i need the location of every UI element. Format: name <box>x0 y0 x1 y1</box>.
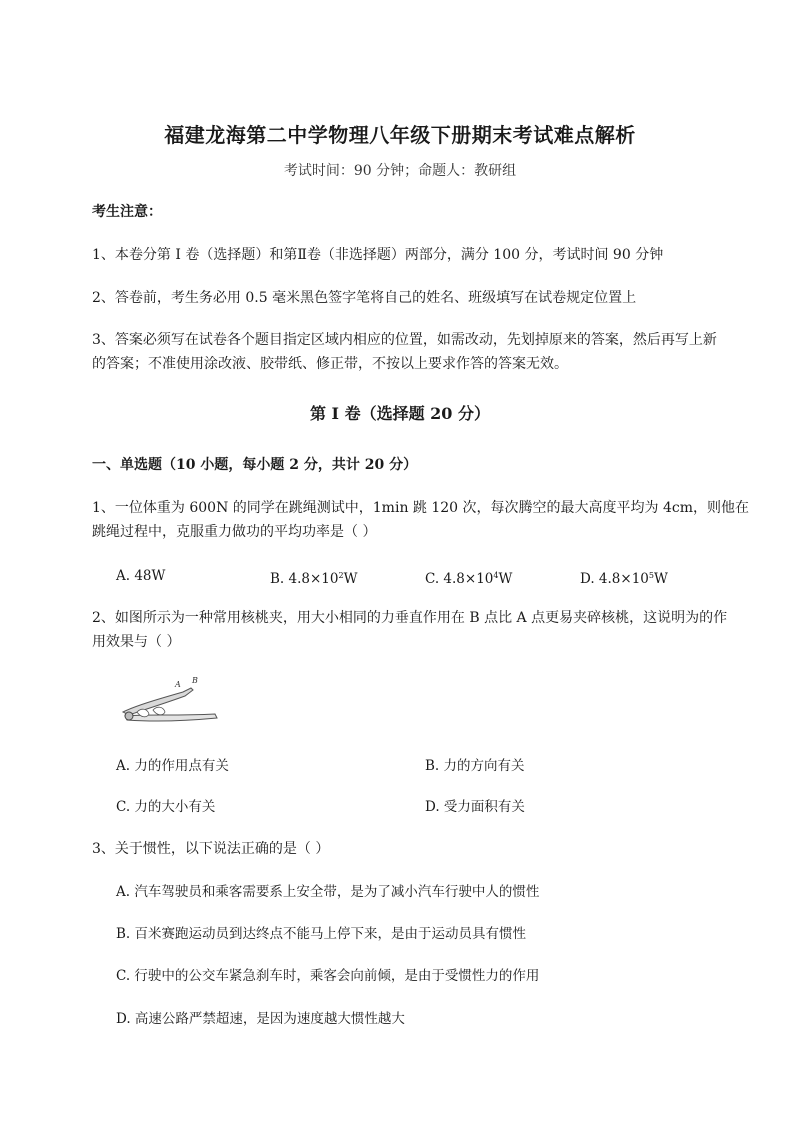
exponent: 4 <box>493 571 499 580</box>
nutcracker-figure <box>115 672 220 732</box>
option-unit: W <box>498 571 513 587</box>
question-1-option-c[interactable] <box>425 564 512 591</box>
question-3-option-d[interactable]: D. 高速公路严禁超速，是因为速度越大惯性越大 <box>116 1011 405 1027</box>
question-3-option-b[interactable]: B. 百米赛跑运动员到达终点不能马上停下来，是由于运动员具有惯性 <box>116 926 527 942</box>
notice-item-2: 2、答卷前，考生务必用 0.5 毫米黑色签字笔将自己的姓名、班级填写在试卷规定位置上 <box>92 290 637 306</box>
notice-item-3-cont: 的答案；不准使用涂改液、胶带纸、修正带，不按以上要求作答的答案无效。 <box>92 356 568 372</box>
question-2-option-c[interactable]: C. 力的大小有关 <box>116 799 216 815</box>
question-1-option-b[interactable] <box>270 564 357 591</box>
question-1-option-a[interactable] <box>116 564 165 588</box>
question-2-option-a[interactable]: A. 力的作用点有关 <box>116 758 229 774</box>
question-2-option-d[interactable]: D. 受力面积有关 <box>425 799 525 815</box>
notice-item-3: 3、答案必须写在试卷各个题目指定区域内相应的位置，如需改动，先划掉原来的答案，然后再写上新 <box>92 332 717 348</box>
question-1-stem: 1、一位体重为 600N 的同学在跳绳测试中，1min 跳 120 次，每次腾空的最大高度平均为 4cm，则他在 <box>92 500 749 516</box>
option-text: A. 48W <box>116 568 166 584</box>
nutcracker-illustration <box>115 672 220 732</box>
exam-info: 考试时间：90 分钟；命题人：教研组 <box>283 163 517 179</box>
exponent: 2 <box>338 571 344 580</box>
notice-item-1: 1、本卷分第 I 卷（选择题）和第Ⅱ卷（非选择题）两部分，满分 100 分，考试时间 90 分钟 <box>92 247 664 263</box>
notice-heading: 考生注意： <box>92 204 162 220</box>
section-title: 第 I 卷（选择题 20 分） <box>309 404 491 423</box>
question-3-option-c[interactable]: C. 行驶中的公交车紧急刹车时，乘客会向前倾，是由于受惯性力的作用 <box>116 968 540 984</box>
option-text: C. 4.8×10 <box>425 571 494 587</box>
question-2-stem-cont: 用效果与（ ） <box>92 634 181 650</box>
question-3-option-a[interactable]: A. 汽车驾驶员和乘客需要系上安全带，是为了减小汽车行驶中人的惯性 <box>116 884 540 900</box>
exponent: 5 <box>648 571 654 580</box>
option-unit: W <box>653 571 668 587</box>
question-2-stem: 2、如图所示为一种常用核桃夹，用大小相同的力垂直作用在 B 点比 A 点更易夹碎核桃，这说明为的作 <box>92 610 728 626</box>
part-heading: 一、单选题（10 小题，每小题 2 分，共计 20 分） <box>92 457 418 473</box>
page-title: 福建龙海第二中学物理八年级下册期末考试难点解析 <box>164 123 636 147</box>
point-b-label: B <box>192 676 198 685</box>
option-text: B. 4.8×10 <box>270 571 339 587</box>
question-3-stem: 3、关于惯性，以下说法正确的是（ ） <box>92 841 330 857</box>
question-1-stem-cont: 跳绳过程中，克服重力做功的平均功率是（ ） <box>92 524 377 540</box>
question-1-option-d[interactable] <box>580 564 668 591</box>
question-2-option-b[interactable]: B. 力的方向有关 <box>425 758 525 774</box>
option-unit: W <box>343 571 358 587</box>
point-a-label: A <box>175 680 181 689</box>
option-text: D. 4.8×10 <box>580 571 649 587</box>
